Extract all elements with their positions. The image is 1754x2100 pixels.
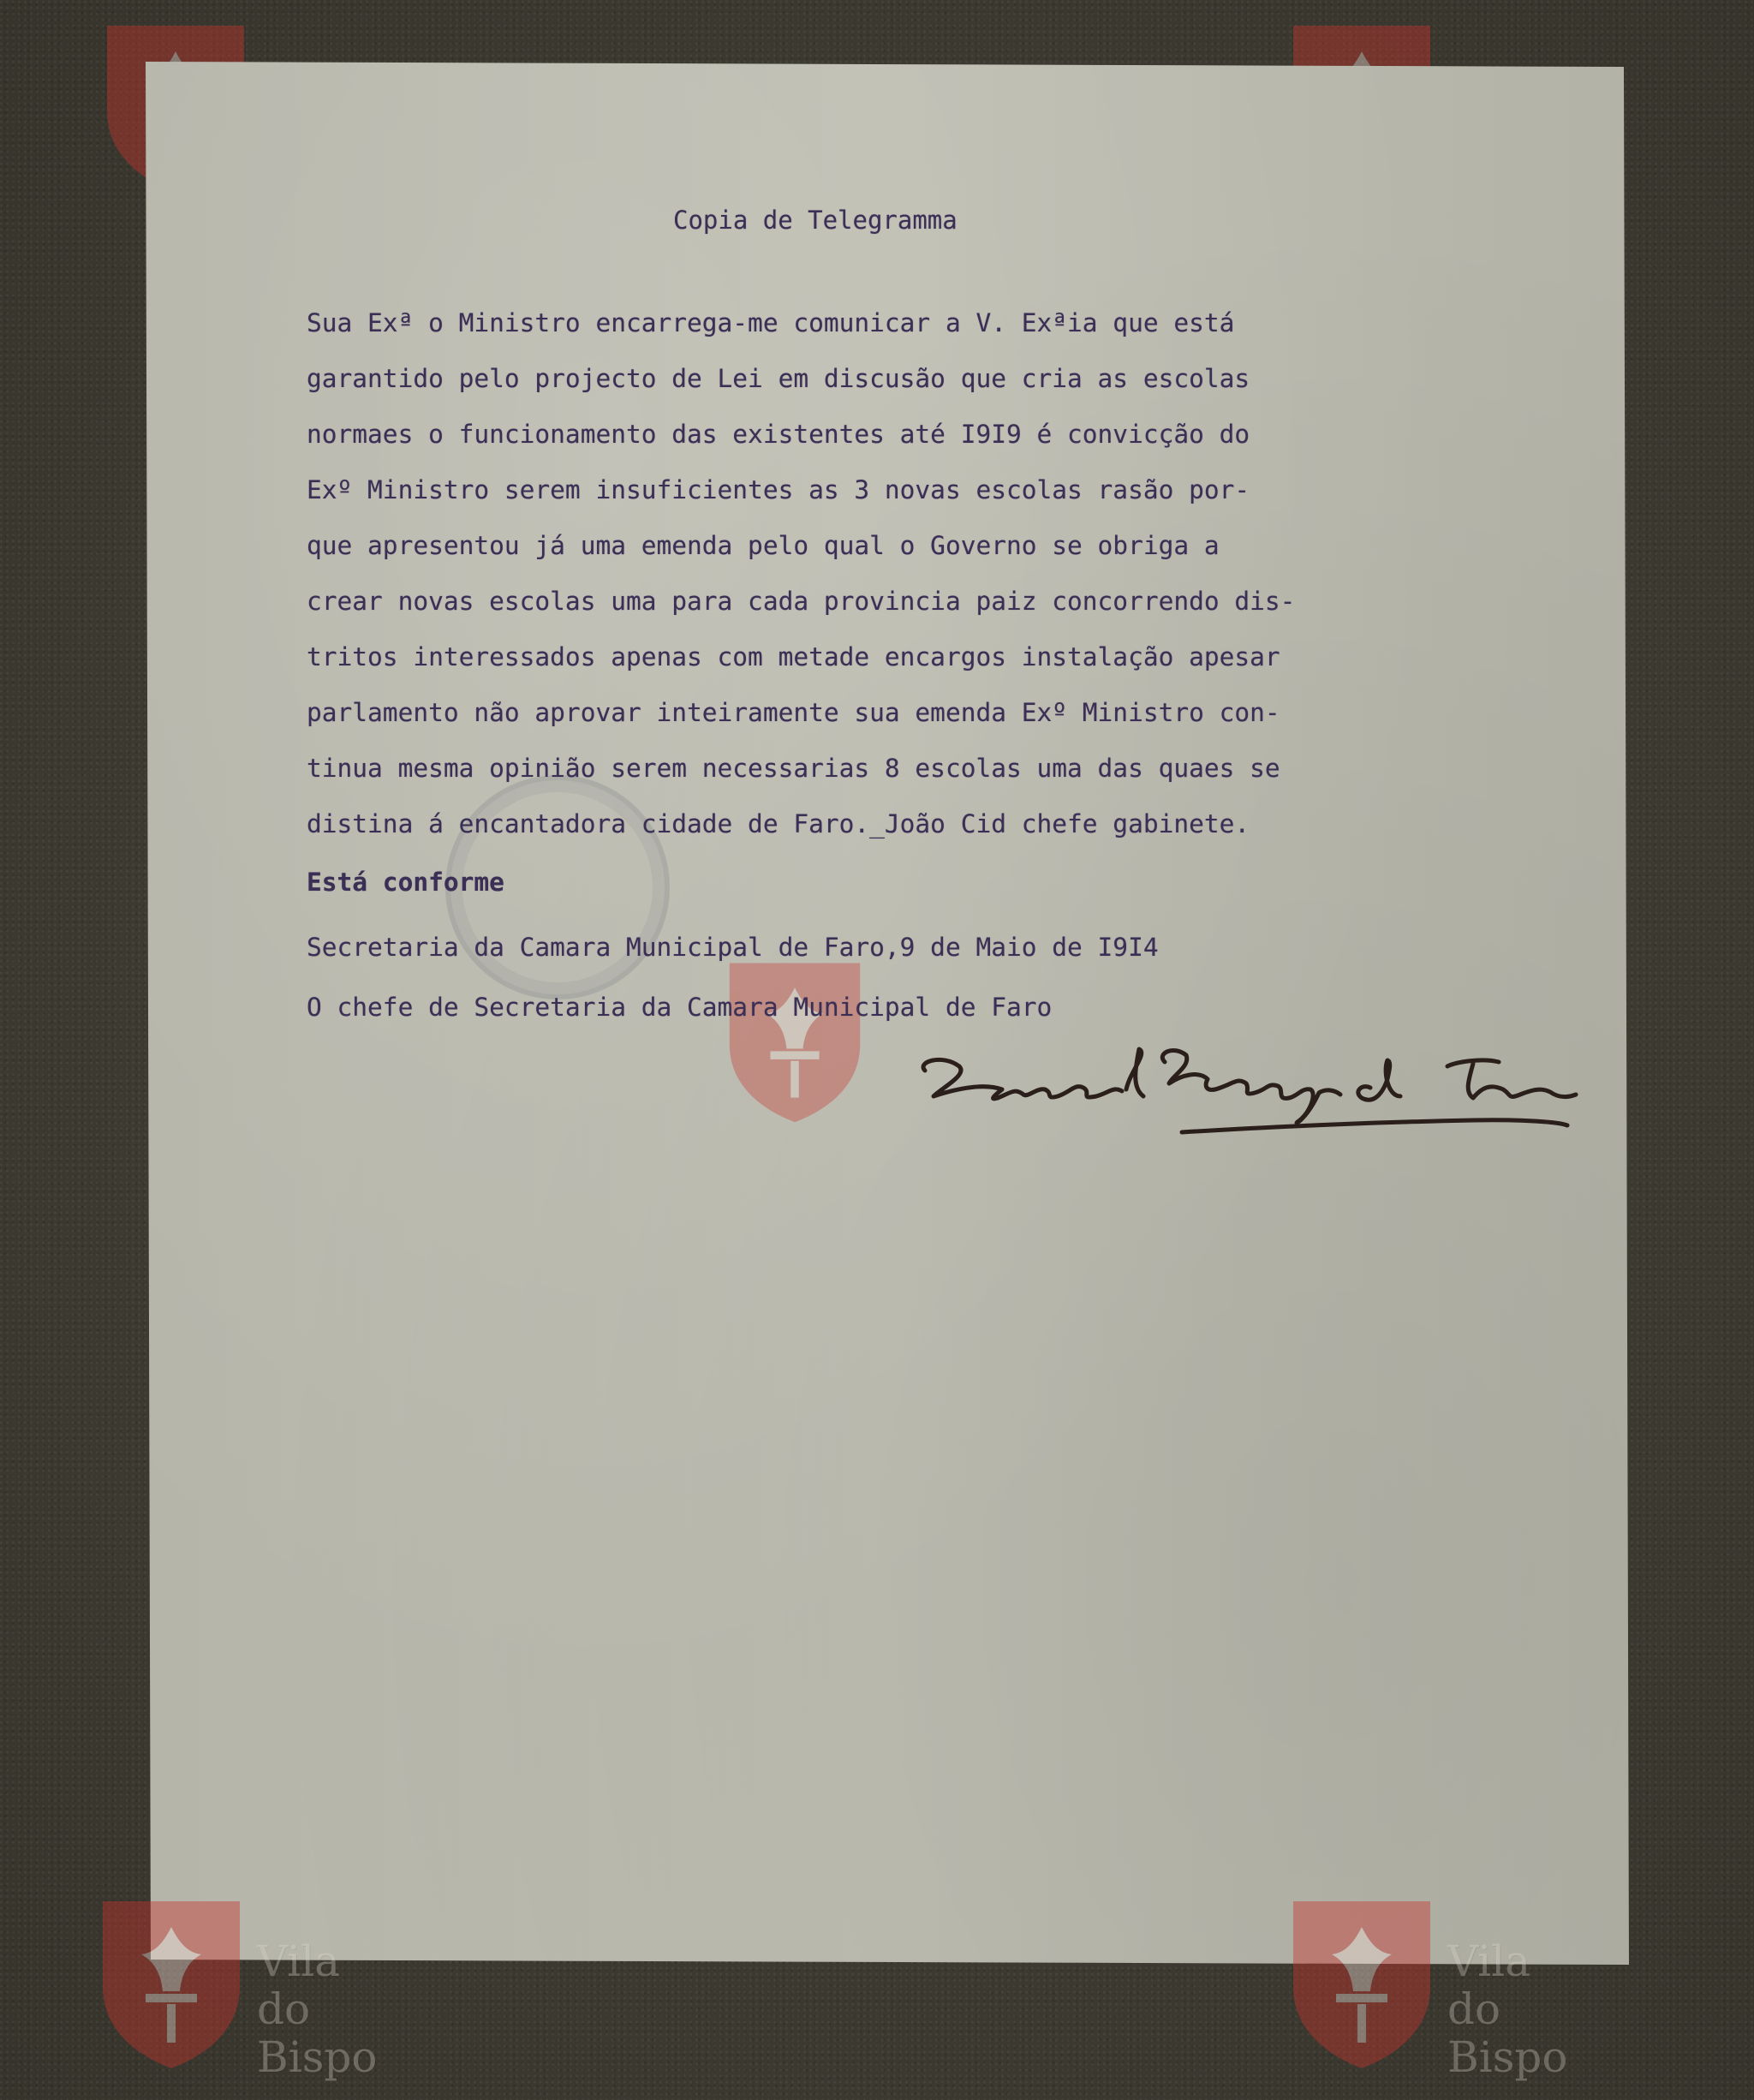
body-line: que apresentou já uma emenda pelo qual o Governo se obriga a [307,531,1220,560]
date-place-line: Secretaria da Camara Municipal de Faro,9 de Maio de I9I4 [307,933,1159,962]
body-line: Sua Exª o Ministro encarrega-me comunicar a V. Exªia que está [307,308,1235,337]
watermark-text-line1: Vila do [1447,1936,1531,2034]
conforme-line: Está conforme [307,868,504,897]
body-line: Exº Ministro serem insuficientes as 3 novas escolas rasão por- [307,475,1250,504]
body-line: crear novas escolas uma para cada provincia paiz concorrendo dis- [307,587,1296,616]
shield-fleur-de-lis-icon [94,1893,248,2073]
watermark-text-line1: Vila do [257,1936,341,2034]
watermark-text [257,1937,403,2081]
body-line: tritos interessados apenas com metade encargos instalação apesar [307,642,1280,671]
watermark-text-line2: Bispo [257,2032,378,2082]
signatory-title-line: O chefe de Secretaria da Camara Municipal de Faro [307,993,1053,1022]
shield-fleur-de-lis-icon [1285,1893,1439,2073]
body-line: normaes o funcionamento das existentes até I9I9 é convicção do [307,420,1250,449]
body-line: distina á encantadora cidade de Faro._João Cid chefe gabinete. [307,809,1250,838]
watermark-text-line2: Bispo [1447,2032,1568,2082]
handwritten-signature [908,1036,1610,1165]
archive-watermark-bottom-right [1285,1893,1593,2098]
body-line: tinua mesma opinião serem necessarias 8 escolas uma das quaes se [307,754,1280,783]
body-line: parlamento não aprovar inteiramente sua emenda Exº Ministro con- [307,698,1280,727]
body-line: garantido pelo projecto de Lei em discusão que cria as escolas [307,364,1250,393]
archive-watermark-bottom-left [94,1893,403,2098]
watermark-text [1447,1937,1593,2081]
document-title: Copia de Telegramma [673,206,958,235]
